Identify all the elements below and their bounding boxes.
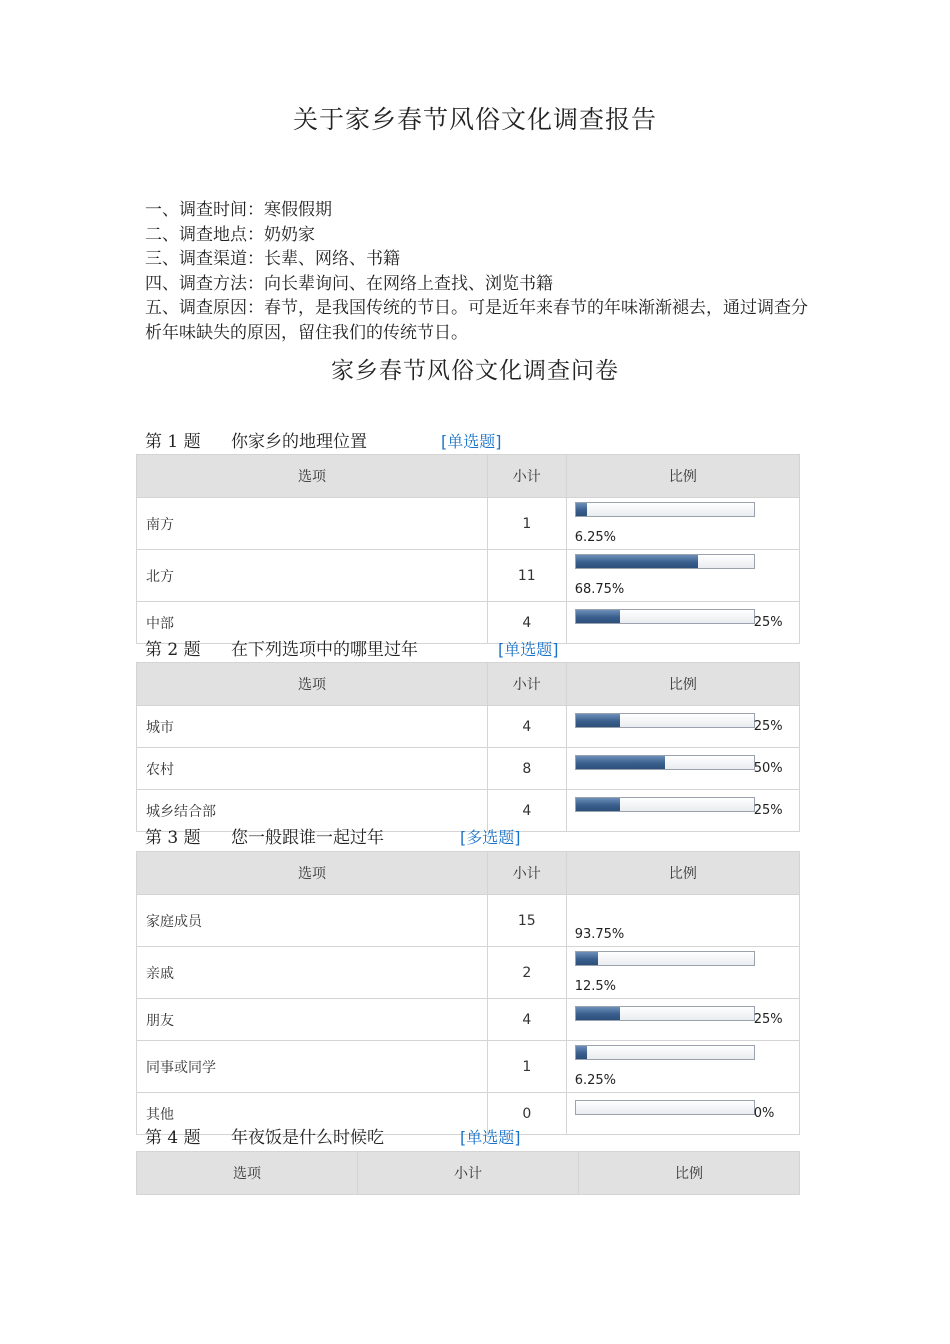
option-ratio-cell	[566, 1093, 799, 1135]
option-count: 1	[487, 498, 566, 550]
option-label: 南方	[137, 498, 488, 550]
table-header-row	[137, 852, 800, 895]
result-table	[136, 662, 800, 832]
question-type	[460, 826, 521, 850]
question-type-tag: [单选题]	[441, 432, 502, 451]
header-count: 小计	[487, 663, 566, 706]
ratio-bar	[575, 554, 755, 569]
survey-channels: 三、调查渠道：长辈、网络、书籍	[145, 249, 400, 269]
question-header	[145, 826, 384, 850]
ratio-bar-fill	[576, 756, 665, 769]
ratio-bar-fill	[576, 714, 621, 727]
question-header	[145, 430, 367, 454]
ratio-label: 25%	[753, 803, 783, 818]
ratio-bar-fill	[576, 1007, 621, 1020]
table-row	[137, 999, 800, 1041]
question-type-tag: [单选题]	[498, 640, 559, 659]
ratio-bar	[575, 609, 755, 624]
report-title: 关于家乡春节风俗文化调查报告	[292, 105, 657, 134]
table-row	[137, 498, 800, 550]
ratio-label: 6.25%	[574, 530, 617, 545]
option-ratio-cell	[566, 602, 799, 644]
ratio-bar	[575, 1045, 755, 1060]
option-label: 城市	[137, 706, 488, 748]
question-number: 第 1 题	[145, 432, 201, 452]
question-type-tag: [单选题]	[460, 1128, 521, 1147]
option-label: 同事或同学	[137, 1041, 488, 1093]
ratio-label: 25%	[753, 615, 783, 630]
option-ratio-cell	[566, 498, 799, 550]
question-type	[460, 1126, 521, 1150]
table-row	[137, 748, 800, 790]
question-number: 第 2 题	[145, 640, 201, 660]
ratio-label: 50%	[753, 761, 783, 776]
question-text: 年夜饭是什么时候吃	[231, 1128, 384, 1148]
table-row	[137, 947, 800, 999]
option-label: 北方	[137, 550, 488, 602]
ratio-bar	[575, 1100, 755, 1115]
result-table	[136, 1151, 800, 1195]
option-ratio-cell	[566, 999, 799, 1041]
result-table	[136, 454, 800, 644]
question-header	[145, 638, 418, 662]
header-ratio: 比例	[566, 852, 799, 895]
option-count: 2	[487, 947, 566, 999]
question-number: 第 3 题	[145, 828, 201, 848]
ratio-label: 93.75%	[574, 927, 625, 942]
table-header-row	[137, 455, 800, 498]
option-count: 4	[487, 706, 566, 748]
question-text: 在下列选项中的哪里过年	[231, 640, 418, 660]
option-label: 城乡结合部	[137, 790, 488, 832]
header-option: 选项	[137, 1152, 358, 1195]
option-ratio-cell	[566, 1041, 799, 1093]
option-label: 朋友	[137, 999, 488, 1041]
survey-location: 二、调查地点：奶奶家	[145, 224, 315, 245]
option-count: 15	[487, 895, 566, 947]
option-count: 1	[487, 1041, 566, 1093]
ratio-bar-fill	[576, 798, 621, 811]
option-label: 亲戚	[137, 947, 488, 999]
option-ratio-cell	[566, 748, 799, 790]
question-number: 第 4 题	[145, 1128, 201, 1148]
option-ratio-cell	[566, 895, 799, 947]
table-header-row	[137, 663, 800, 706]
table-row	[137, 550, 800, 602]
ratio-label: 68.75%	[574, 582, 625, 597]
header-option: 选项	[137, 852, 488, 895]
ratio-bar	[575, 755, 755, 770]
option-count: 4	[487, 999, 566, 1041]
survey-methods: 四、调查方法：向长辈询问、在网络上查找、浏览书籍	[145, 273, 553, 294]
survey-reason: 五、调查原因：春节，是我国传统的节日。可是近年来春节的年味渐渐褪去，通过调查分析年味缺失的原因，留住我们的传统节日。	[145, 298, 808, 343]
header-ratio: 比例	[566, 663, 799, 706]
result-table	[136, 851, 800, 1135]
table-row	[137, 706, 800, 748]
ratio-label: 6.25%	[574, 1073, 617, 1088]
ratio-label: 0%	[753, 1106, 775, 1121]
option-count: 4	[487, 602, 566, 644]
option-ratio-cell	[566, 790, 799, 832]
ratio-bar	[575, 797, 755, 812]
header-count: 小计	[487, 455, 566, 498]
header-ratio: 比例	[566, 455, 799, 498]
ratio-bar	[575, 1006, 755, 1021]
header-count: 小计	[358, 1152, 579, 1195]
ratio-bar-fill	[576, 503, 587, 516]
option-count: 4	[487, 790, 566, 832]
header-option: 选项	[137, 455, 488, 498]
option-count: 8	[487, 748, 566, 790]
table-row	[137, 1041, 800, 1093]
option-ratio-cell	[566, 550, 799, 602]
question-header	[145, 1126, 384, 1150]
header-ratio: 比例	[579, 1152, 800, 1195]
question-type-tag: [多选题]	[460, 828, 521, 847]
option-count: 0	[487, 1093, 566, 1135]
ratio-bar	[575, 713, 755, 728]
ratio-bar	[575, 951, 755, 966]
questionnaire-title: 家乡春节风俗文化调查问卷	[331, 358, 619, 384]
option-ratio-cell	[566, 947, 799, 999]
option-label: 农村	[137, 748, 488, 790]
survey-info	[145, 198, 815, 345]
table-row	[137, 895, 800, 947]
ratio-label: 25%	[753, 1012, 783, 1027]
question-text: 你家乡的地理位置	[231, 432, 367, 452]
question-text: 您一般跟谁一起过年	[231, 828, 384, 848]
survey-time: 一、调查时间：寒假假期	[145, 200, 332, 220]
option-ratio-cell	[566, 706, 799, 748]
option-label: 家庭成员	[137, 895, 488, 947]
ratio-bar-fill	[576, 610, 621, 623]
table-header-row	[137, 1152, 800, 1195]
question-type	[498, 638, 559, 662]
ratio-bar	[575, 502, 755, 517]
option-label: 其他	[137, 1093, 488, 1135]
header-option: 选项	[137, 663, 488, 706]
ratio-bar-fill	[576, 1046, 587, 1059]
ratio-label: 25%	[753, 719, 783, 734]
ratio-label: 12.5%	[574, 979, 617, 994]
ratio-bar-fill	[576, 952, 598, 965]
header-count: 小计	[487, 852, 566, 895]
option-label: 中部	[137, 602, 488, 644]
question-type	[441, 430, 502, 454]
option-count: 11	[487, 550, 566, 602]
ratio-bar-fill	[576, 555, 698, 568]
